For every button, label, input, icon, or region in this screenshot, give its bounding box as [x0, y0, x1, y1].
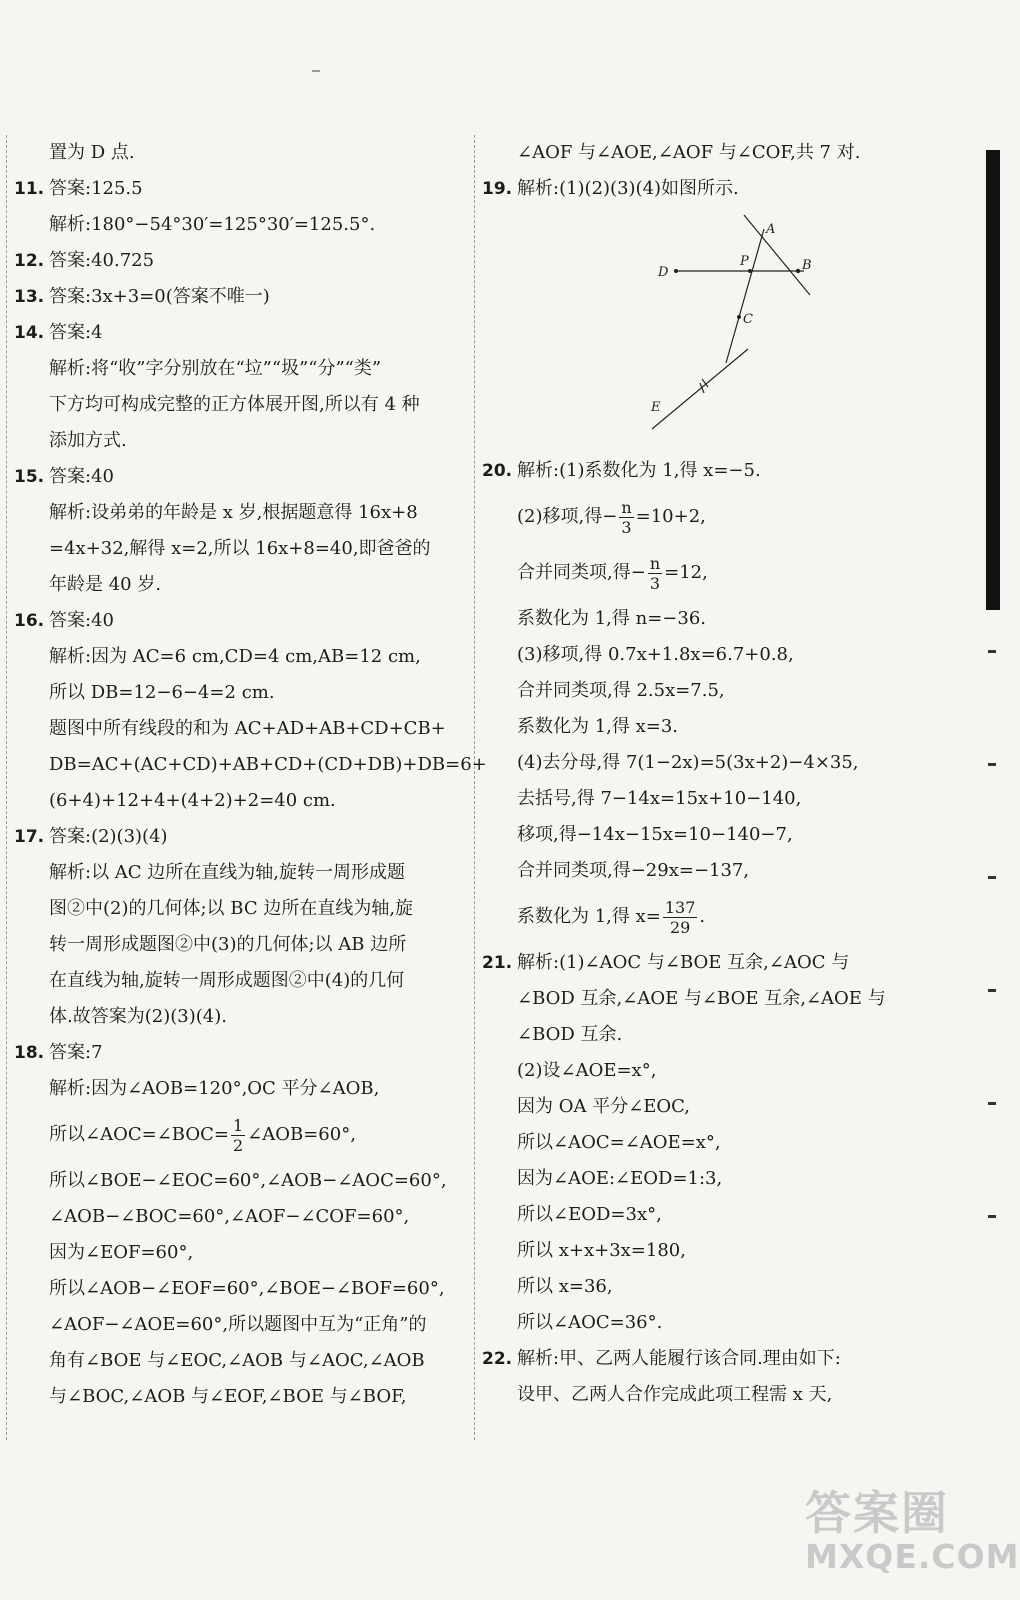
- text-line: 因为 OA 平分∠EOC,: [517, 1096, 691, 1117]
- text-line: 转一周形成题图②中(3)的几何体;以 AB 边所: [49, 934, 407, 955]
- answer-text: 答案:40.725: [49, 250, 155, 271]
- text-line: 解析:设弟弟的年龄是 x 岁,根据题意得 16x+8: [49, 502, 418, 523]
- label-b: B: [802, 258, 812, 273]
- left-margin-rule: [6, 135, 7, 1440]
- fraction-numerator: n: [649, 553, 661, 573]
- text-line: ∠AOB−∠BOC=60°,∠AOF−∠COF=60°,: [49, 1206, 410, 1227]
- text-line: 所以∠AOC=∠AOE=x°,: [517, 1132, 721, 1153]
- text-segment: =12,: [664, 562, 708, 583]
- fraction: [663, 898, 698, 937]
- answer-text: 解析:(1)系数化为 1,得 x=−5.: [517, 460, 761, 481]
- question-number: 11.: [14, 179, 45, 199]
- answer-21: [482, 945, 952, 981]
- fraction: [648, 554, 662, 593]
- text-line: 所以 DB=12−6−4=2 cm.: [49, 682, 275, 703]
- answer-text: 解析:(1)∠AOC 与∠BOE 互余,∠AOC 与: [517, 952, 850, 973]
- right-column: [482, 135, 952, 1413]
- text-line-with-fraction: [482, 489, 952, 545]
- question-number: 22.: [482, 1349, 513, 1369]
- answer-text: 解析:甲、乙两人能履行该合同.理由如下:: [517, 1348, 841, 1369]
- text-line: ∠BOD 互余,∠AOE 与∠BOE 互余,∠AOE 与: [517, 988, 886, 1009]
- answer-15: [14, 459, 469, 495]
- text-line: 添加方式.: [49, 430, 127, 451]
- question-number: 19.: [482, 179, 513, 199]
- text-line: 置为 D 点.: [49, 142, 135, 163]
- answer-16: [14, 603, 469, 639]
- text-line-with-fraction: [482, 889, 952, 945]
- text-line: (4)去分母,得 7(1−2x)=5(3x+2)−4×35,: [517, 752, 859, 773]
- fraction: [619, 498, 633, 537]
- answer-14: [14, 315, 469, 351]
- label-a: A: [766, 222, 776, 237]
- text-line: 在直线为轴,旋转一周形成题图②中(4)的几何: [49, 970, 405, 991]
- question-number: 21.: [482, 953, 513, 973]
- answer-22: [482, 1341, 952, 1377]
- text-line: 所以 x=36,: [517, 1276, 613, 1297]
- answer-text: 解析:(1)(2)(3)(4)如图所示.: [517, 178, 739, 199]
- text-line: 解析:180°−54°30′=125°30′=125.5°.: [49, 214, 376, 235]
- label-p: P: [740, 254, 749, 269]
- question-number: 15.: [14, 467, 45, 487]
- text-segment: 所以∠AOC=∠BOC=: [49, 1124, 229, 1145]
- text-line: 体.故答案为(2)(3)(4).: [49, 1006, 227, 1027]
- fraction-numerator: n: [621, 497, 632, 517]
- answer-12: [14, 243, 469, 279]
- fraction: [231, 1116, 245, 1155]
- label-d: D: [658, 265, 669, 280]
- scan-mark: [312, 70, 320, 72]
- text-line: DB=AC+(AC+CD)+AB+CD+(CD+DB)+DB=6+: [49, 754, 487, 775]
- answer-19: [482, 171, 952, 207]
- answer-text: 答案:125.5: [49, 178, 143, 199]
- fraction-denominator: 29: [669, 917, 691, 937]
- answer-17: [14, 819, 469, 855]
- line-through-b: [744, 215, 810, 295]
- question-number: 17.: [14, 827, 45, 847]
- text-line: (2)设∠AOE=x°,: [517, 1060, 657, 1081]
- watermark-url: MXQE.COM: [805, 1537, 1020, 1576]
- text-line: 设甲、乙两人合作完成此项工程需 x 天,: [517, 1384, 833, 1405]
- text-line: 因为∠EOF=60°,: [49, 1242, 194, 1263]
- column-divider: [474, 135, 475, 1440]
- text-line: =4x+32,解得 x=2,所以 16x+8=40,即爸爸的: [49, 538, 431, 559]
- answer-text: 答案:3x+3=0(答案不唯一): [49, 286, 270, 307]
- line-through-a-c: [726, 229, 764, 363]
- answer-text: 答案:7: [49, 1042, 103, 1063]
- point-d: [674, 269, 678, 273]
- text-line-with-fraction: [14, 1107, 469, 1163]
- text-line: 去括号,得 7−14x=15x+10−140,: [517, 788, 802, 809]
- text-line: 系数化为 1,得 n=−36.: [517, 608, 706, 629]
- text-line: 所以∠AOC=36°.: [517, 1312, 663, 1333]
- text-line: ∠AOF 与∠AOE,∠AOF 与∠COF,共 7 对.: [517, 142, 861, 163]
- text-line: 移项,得−14x−15x=10−140−7,: [517, 824, 793, 845]
- question-number: 18.: [14, 1043, 45, 1063]
- ray-ce: [652, 349, 748, 429]
- watermark-logo: [805, 1487, 1020, 1575]
- text-segment: =10+2,: [635, 506, 706, 527]
- label-e: E: [651, 400, 661, 415]
- answer-text: 答案:40: [49, 466, 114, 487]
- question-number: 13.: [14, 287, 45, 307]
- text-line: (3)移项,得 0.7x+1.8x=6.7+0.8,: [517, 644, 794, 665]
- fraction-denominator: 3: [621, 517, 632, 537]
- answer-13: [14, 279, 469, 315]
- text-line: 解析:因为∠AOB=120°,OC 平分∠AOB,: [49, 1078, 380, 1099]
- text-line: 因为∠AOE:∠EOD=1:3,: [517, 1168, 723, 1189]
- text-line: 解析:以 AC 边所在直线为轴,旋转一周形成题: [49, 862, 405, 883]
- left-column: [14, 135, 487, 1415]
- text-line: 解析:将“收”字分别放在“垃”“圾”“分”“类”: [49, 358, 382, 379]
- text-segment: 合并同类项,得−: [517, 562, 646, 583]
- point-c: [737, 315, 741, 319]
- watermark-title: 答案圈: [805, 1486, 949, 1540]
- text-line: 年龄是 40 岁.: [49, 574, 162, 595]
- text-line: 所以∠EOD=3x°,: [517, 1204, 662, 1225]
- text-line: 所以 x+x+3x=180,: [517, 1240, 686, 1261]
- answer-20: [482, 453, 952, 489]
- text-segment: 系数化为 1,得 x=: [517, 906, 661, 927]
- text-line: 解析:因为 AC=6 cm,CD=4 cm,AB=12 cm,: [49, 646, 421, 667]
- point-p: [748, 269, 752, 273]
- binding-edge: [986, 150, 1000, 610]
- edge-marks: [988, 650, 998, 1410]
- text-line: 系数化为 1,得 x=3.: [517, 716, 679, 737]
- fraction-numerator: 137: [664, 897, 696, 917]
- question-number: 16.: [14, 611, 45, 631]
- text-line: 合并同类项,得−29x=−137,: [517, 860, 750, 881]
- text-segment: ∠AOB=60°,: [247, 1124, 356, 1145]
- point-b: [796, 269, 800, 273]
- fraction-denominator: 2: [232, 1135, 244, 1155]
- label-c: C: [743, 312, 753, 327]
- answer-11: [14, 171, 469, 207]
- text-line: 合并同类项,得 2.5x=7.5,: [517, 680, 725, 701]
- text-segment: (2)移项,得−: [517, 506, 618, 527]
- line-construction-diagram: [652, 207, 822, 443]
- text-line: ∠AOF−∠AOE=60°,所以题图中互为“正角”的: [49, 1314, 427, 1335]
- answer-text: 答案:40: [49, 610, 114, 631]
- text-line: 所以∠BOE−∠EOC=60°,∠AOB−∠AOC=60°,: [49, 1170, 447, 1191]
- text-line: 所以∠AOB−∠EOF=60°,∠BOE−∠BOF=60°,: [49, 1278, 445, 1299]
- fraction-denominator: 3: [649, 573, 661, 593]
- answer-18: [14, 1035, 469, 1071]
- text-line: 题图中所有线段的和为 AC+AD+AB+CD+CB+: [49, 718, 446, 739]
- text-line: 下方均可构成完整的正方体展开图,所以有 4 种: [49, 394, 420, 415]
- question-number: 20.: [482, 461, 513, 481]
- question-number: 14.: [14, 323, 45, 343]
- text-line: 与∠BOC,∠AOB 与∠EOF,∠BOE 与∠BOF,: [49, 1386, 407, 1407]
- text-line: 角有∠BOE 与∠EOC,∠AOB 与∠AOC,∠AOB: [49, 1350, 425, 1371]
- geometry-figure: [482, 207, 952, 453]
- text-line-with-fraction: [482, 545, 952, 601]
- text-line: 图②中(2)的几何体;以 BC 边所在直线为轴,旋: [49, 898, 414, 919]
- text-segment: .: [699, 906, 706, 927]
- fraction-numerator: 1: [232, 1115, 244, 1135]
- text-line: ∠BOD 互余.: [517, 1024, 623, 1045]
- text-line: (6+4)+12+4+(4+2)+2=40 cm.: [49, 790, 336, 811]
- question-number: 12.: [14, 251, 45, 271]
- answer-text: 答案:(2)(3)(4): [49, 826, 168, 847]
- answer-text: 答案:4: [49, 322, 103, 343]
